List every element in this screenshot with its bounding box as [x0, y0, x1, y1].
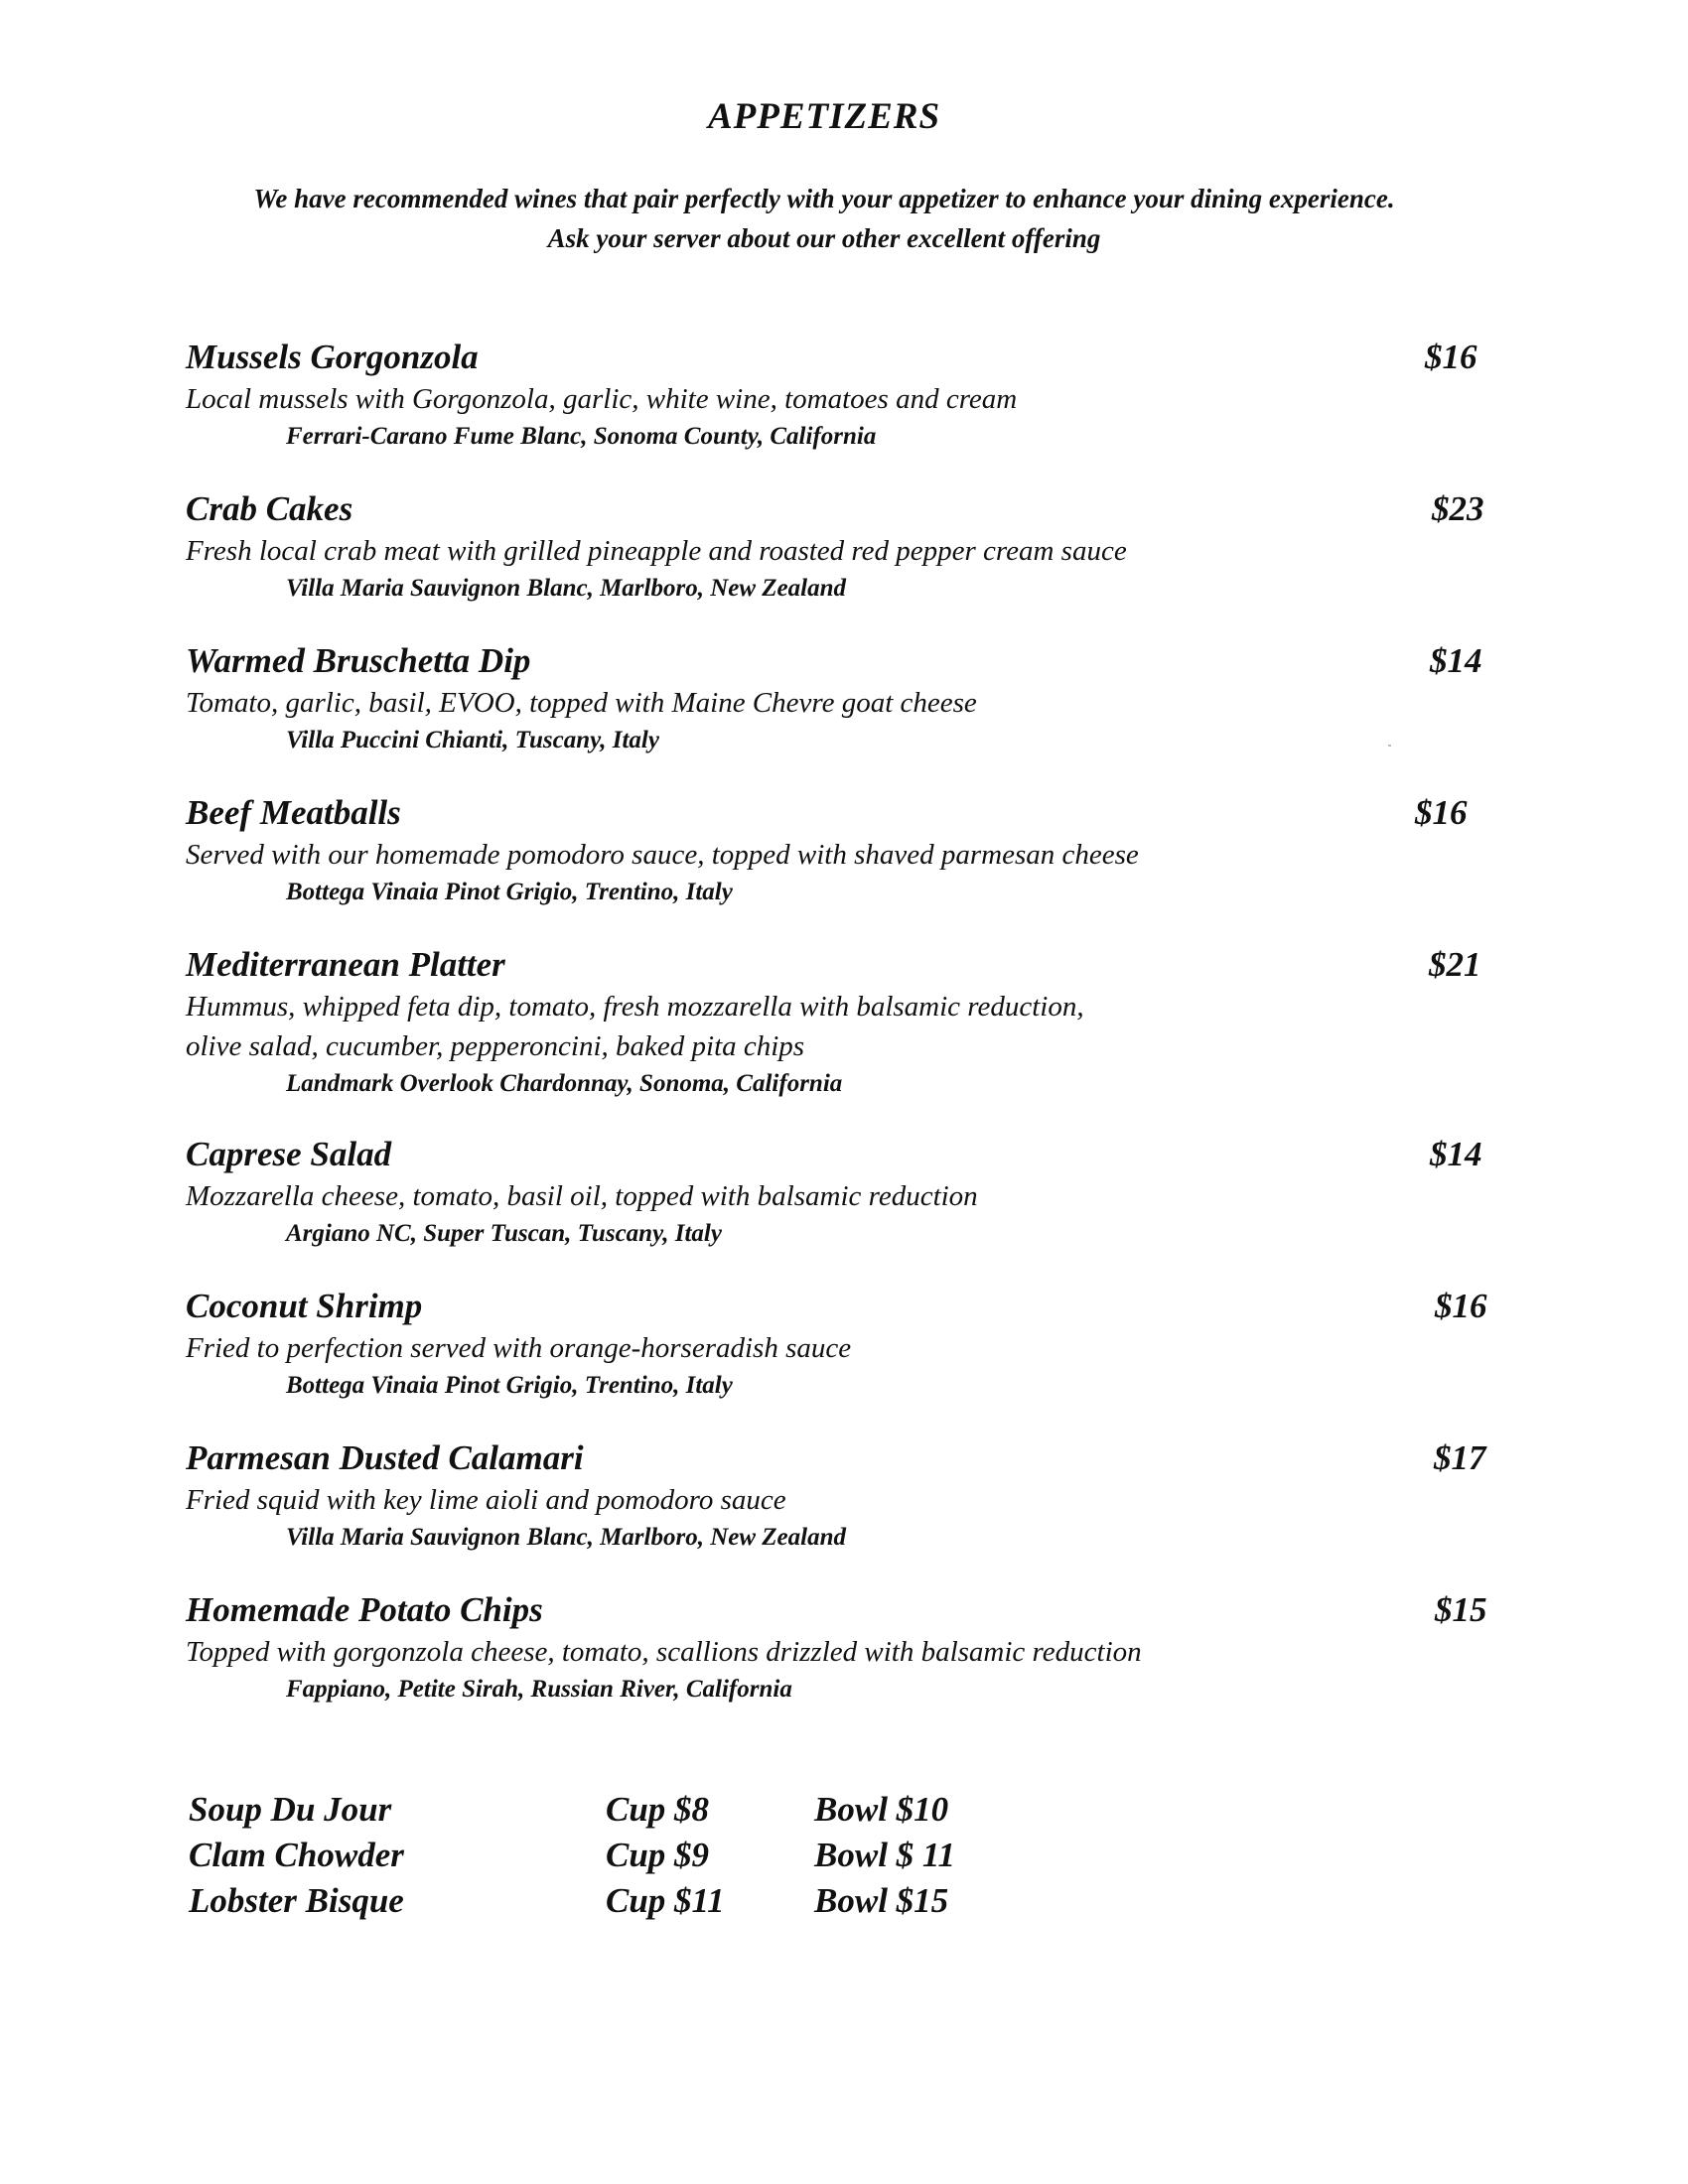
item-wine-pairing: Ferrari-Carano Fume Blanc, Sonoma County, California [286, 423, 877, 450]
soup-bowl-price: Bowl $10 [814, 1790, 949, 1829]
item-price: $14 [1430, 641, 1482, 680]
menu-item-mussels-gorgonzola [186, 336, 1516, 487]
item-description: Fried to perfection served with orange-horseradish sauce [186, 1332, 852, 1364]
item-wine-pairing: Landmark Overlook Chardonnay, Sonoma, California [286, 1070, 843, 1097]
item-description: Fried squid with key lime aioli and pomodoro sauce [186, 1484, 786, 1516]
item-description: Fresh local crab meat with grilled pineapple and roasted red pepper cream sauce [186, 535, 1127, 567]
item-price: $16 [1415, 793, 1468, 832]
soup-list [189, 1787, 1082, 1924]
item-wine-pairing: Fappiano, Petite Sirah, Russian River, California [286, 1676, 792, 1703]
menu-item-parmesan-dusted-calamari [186, 1436, 1516, 1588]
soup-name: Lobster Bisque [189, 1881, 404, 1920]
item-description: Tomato, garlic, basil, EVOO, topped with Maine Chevre goat cheese [186, 687, 977, 719]
scan-speck [1388, 745, 1391, 747]
item-wine-pairing: Villa Maria Sauvignon Blanc, Marlboro, New Zealand [286, 1524, 846, 1551]
soup-cup-price: Cup $11 [606, 1881, 725, 1920]
menu-item-warmed-bruschetta-dip [186, 639, 1516, 791]
item-name: Caprese Salad [186, 1135, 392, 1173]
soup-name: Clam Chowder [189, 1836, 404, 1874]
intro-line: Ask your server about our other excellent offering [547, 223, 1101, 253]
item-description: olive salad, cucumber, pepperoncini, baked pita chips [186, 1030, 805, 1062]
soup-row [189, 1833, 1082, 1878]
item-name: Coconut Shrimp [186, 1287, 423, 1325]
menu-item-homemade-potato-chips [186, 1588, 1516, 1740]
intro-text [0, 179, 1648, 258]
item-description: Mozzarella cheese, tomato, basil oil, topped with balsamic reduction [186, 1180, 978, 1212]
soup-bowl-price: Bowl $15 [814, 1881, 949, 1920]
item-name: Warmed Bruschetta Dip [186, 641, 531, 680]
menu-item-beef-meatballs [186, 791, 1516, 943]
item-price: $15 [1435, 1590, 1487, 1629]
item-price: $16 [1435, 1287, 1487, 1325]
item-price: $14 [1430, 1135, 1482, 1173]
item-price: $16 [1425, 338, 1477, 376]
item-name: Crab Cakes [186, 489, 353, 528]
item-wine-pairing: Villa Puccini Chianti, Tuscany, Italy [286, 727, 659, 753]
item-description: Topped with gorgonzola cheese, tomato, scallions drizzled with balsamic reduction [186, 1636, 1142, 1668]
appetizer-list [186, 336, 1516, 1740]
item-price: $21 [1429, 945, 1481, 984]
soup-cup-price: Cup $8 [606, 1790, 710, 1829]
item-name: Homemade Potato Chips [186, 1590, 543, 1629]
item-price: $23 [1432, 489, 1484, 528]
item-name: Parmesan Dusted Calamari [186, 1438, 584, 1477]
soup-cup-price: Cup $9 [606, 1836, 710, 1874]
soup-row [189, 1787, 1082, 1833]
menu-item-caprese-salad [186, 1133, 1516, 1285]
soup-row [189, 1878, 1082, 1924]
item-description: Hummus, whipped feta dip, tomato, fresh mozzarella with balsamic reduction, [186, 991, 1084, 1023]
item-wine-pairing: Bottega Vinaia Pinot Grigio, Trentino, Italy [286, 879, 733, 905]
intro-line: We have recommended wines that pair perfectly with your appetizer to enhance your dining experience. [253, 184, 1395, 213]
soup-name: Soup Du Jour [189, 1790, 392, 1829]
page-title: APPETIZERS [707, 96, 941, 137]
soup-bowl-price: Bowl $ 11 [814, 1836, 955, 1874]
item-wine-pairing: Argiano NC, Super Tuscan, Tuscany, Italy [286, 1220, 722, 1247]
item-wine-pairing: Bottega Vinaia Pinot Grigio, Trentino, Italy [286, 1372, 733, 1399]
item-price: $17 [1434, 1438, 1486, 1477]
item-wine-pairing: Villa Maria Sauvignon Blanc, Marlboro, New Zealand [286, 575, 846, 602]
item-name: Mediterranean Platter [186, 945, 505, 984]
menu-item-crab-cakes [186, 487, 1516, 639]
item-description: Served with our homemade pomodoro sauce, topped with shaved parmesan cheese [186, 839, 1139, 871]
item-name: Beef Meatballs [186, 793, 401, 832]
menu-item-coconut-shrimp [186, 1285, 1516, 1436]
menu-item-mediterranean-platter [186, 943, 1516, 1133]
item-name: Mussels Gorgonzola [186, 338, 479, 376]
item-description: Local mussels with Gorgonzola, garlic, white wine, tomatoes and cream [186, 383, 1018, 415]
